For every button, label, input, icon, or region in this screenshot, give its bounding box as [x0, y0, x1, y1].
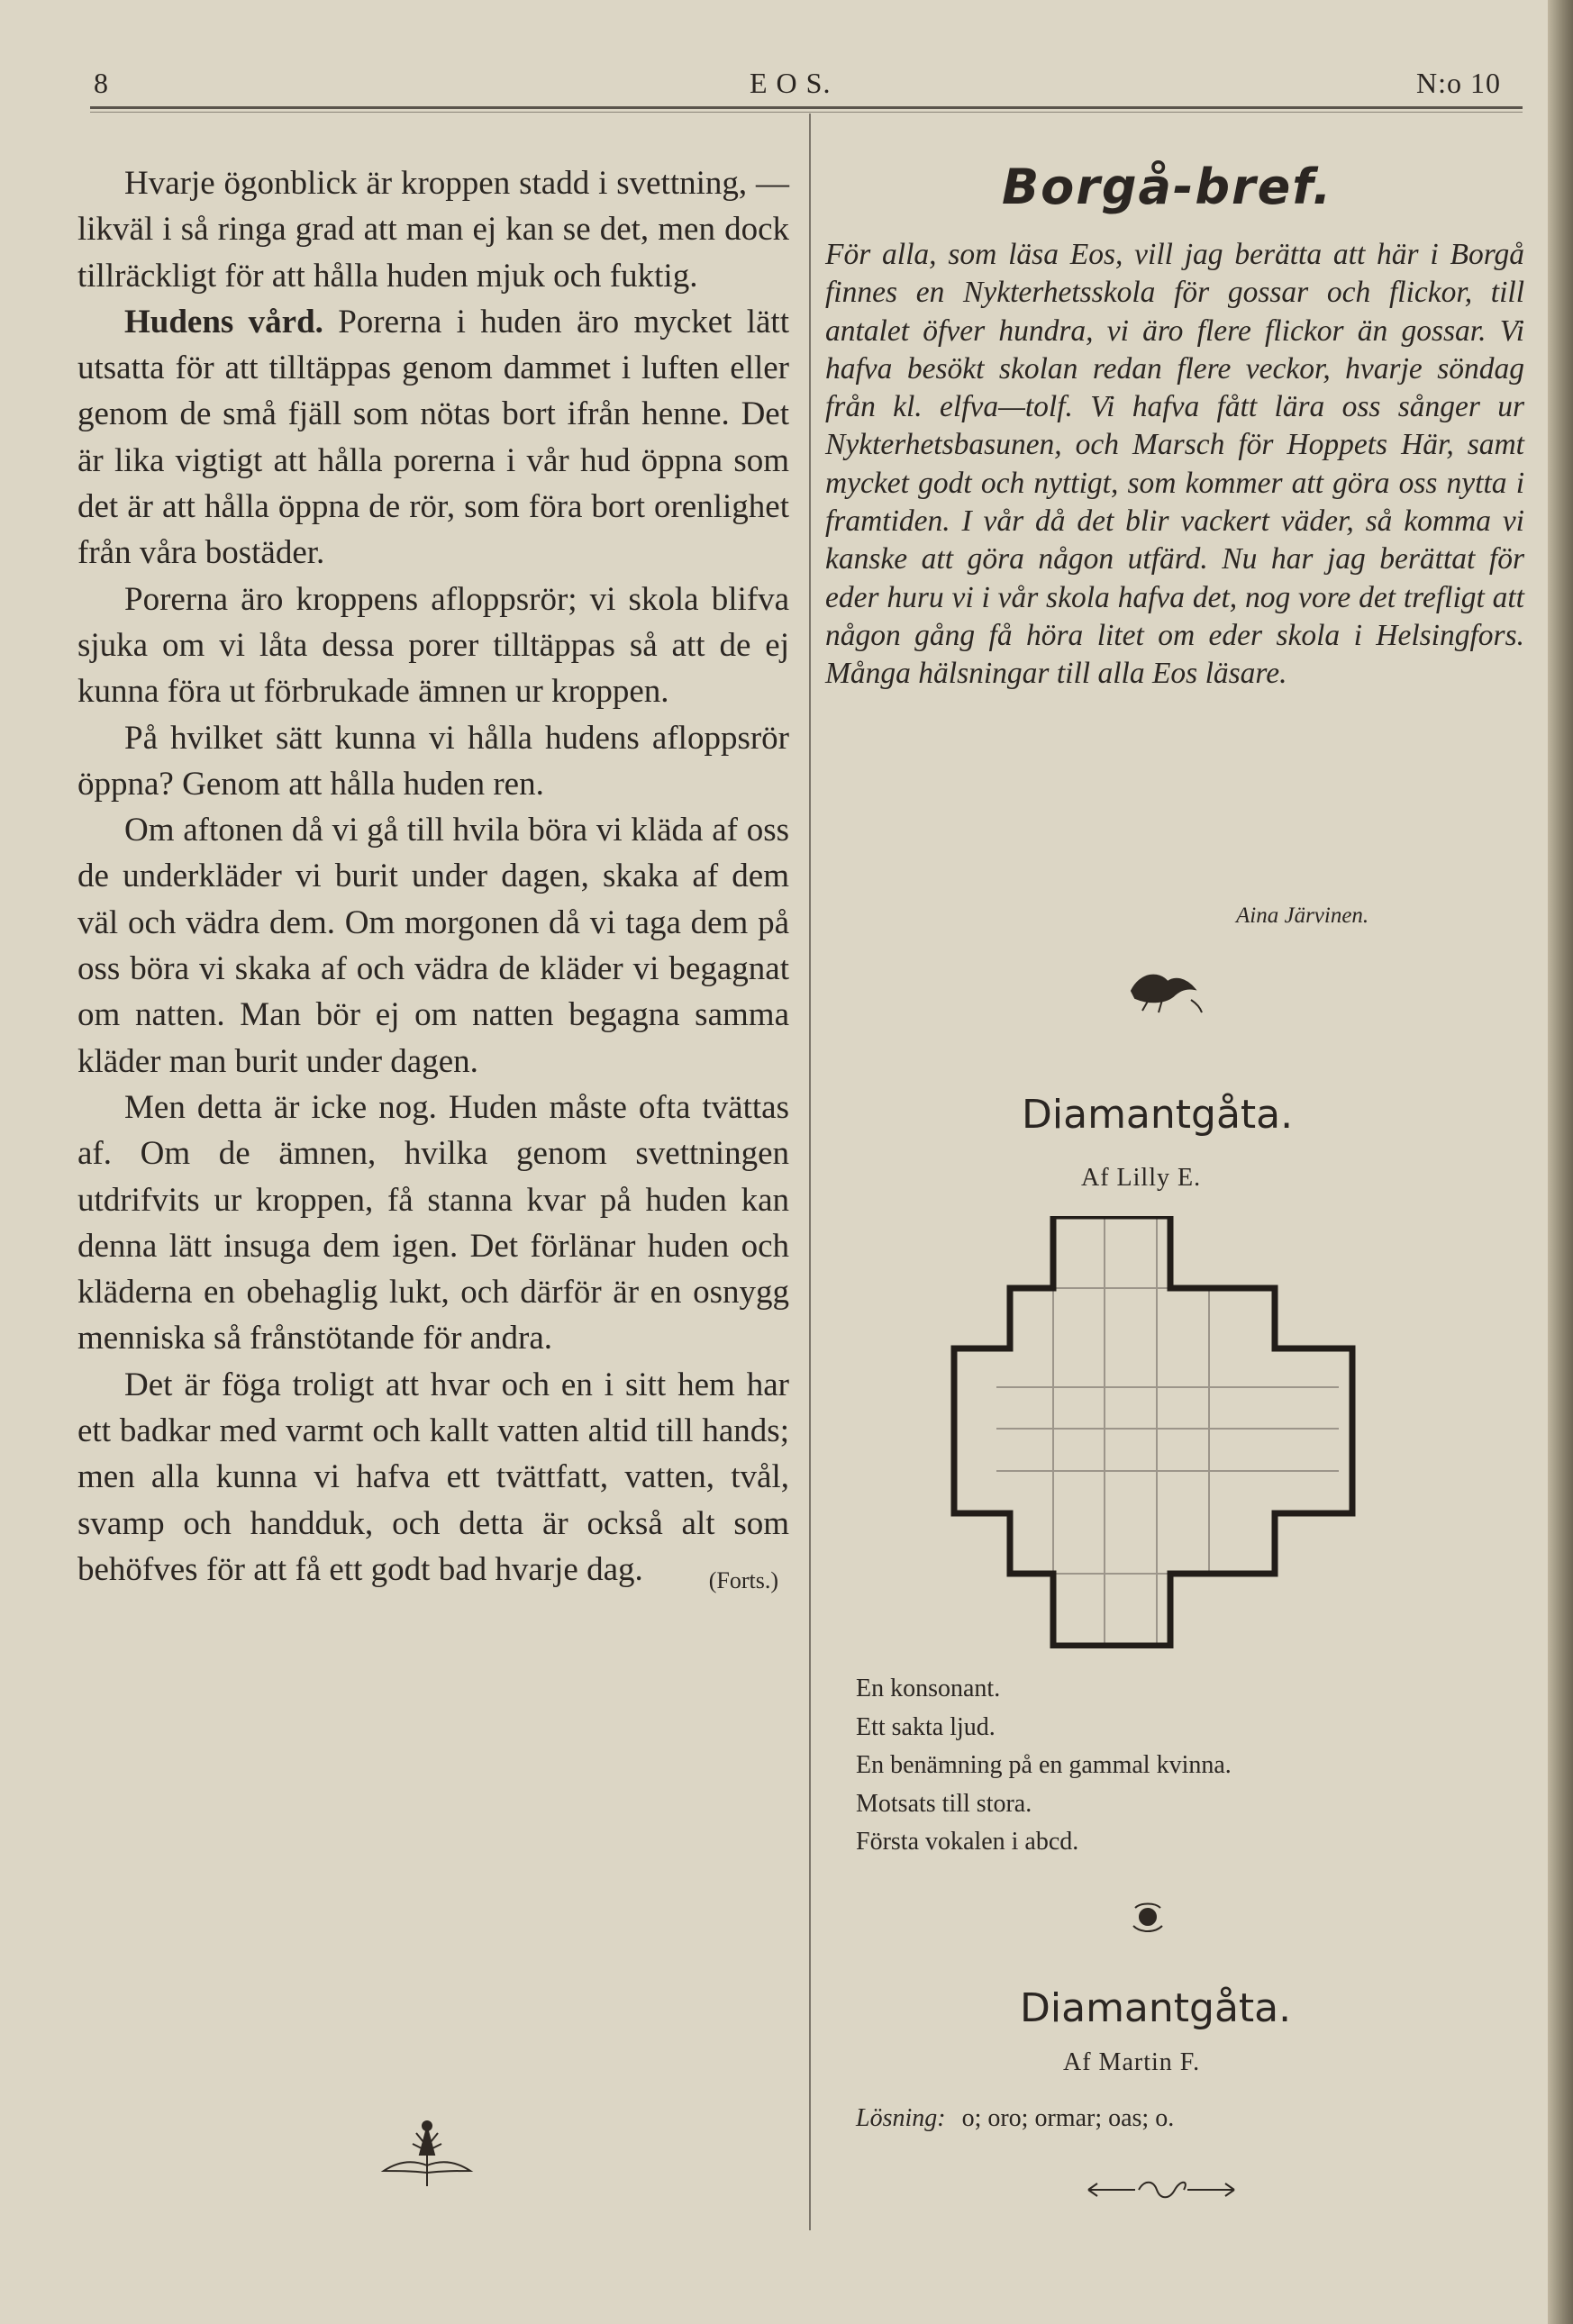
puzzle-title: Diamantgåta. — [1022, 1092, 1294, 1138]
thistle-ornament-icon — [373, 2119, 481, 2191]
puzzle-author: Af Lilly E. — [1081, 1164, 1202, 1192]
article-paragraph: Men detta är icke nog. Huden måste ofta tvättas af. Om de ämnen, hvilka genom svettningen utdrifvits ur kroppen, få stanna kvar på huden kan denna lätt insuga dem igen. Det förlänar huden och kläderna en obehaglig lukt, och därför är en osnygg menniska så frånstötande för andra. — [77, 1088, 789, 1357]
left-column-article — [77, 160, 789, 1603]
page-edge-shadow — [1548, 0, 1573, 2324]
solution-label: Lösning: — [856, 2104, 946, 2132]
diamond-puzzle-grid — [942, 1216, 1393, 1648]
right-column — [825, 0, 1528, 2324]
issue-number: N:o 10 — [1416, 67, 1501, 99]
article-paragraph: Porerna äro kroppens afloppsrör; vi skola blifva sjuka om vi låta dessa porer tilltäppas så att de ej kunna föra ut förbrukade ämnen ur kroppen. — [77, 580, 789, 711]
journal-title: E O S. — [750, 67, 832, 99]
article-paragraph: Det är föga troligt att hvar och en i sitt hem har ett badkar med varmt och kallt vatten altid till hands; men alla kunna vi hafva ett tvättfatt, vatten, tvål, svamp och handduk, och detta är också alt som behöfves för att få ett godt bad hvarje dag. (Forts.) — [77, 1362, 789, 1593]
letter-title: Borgå-bref. — [1002, 159, 1333, 215]
list-item: En konsonant. — [856, 1675, 1001, 1702]
section-lead: Hudens vård. — [124, 303, 323, 340]
list-item: Motsats till stora. — [856, 1789, 1032, 1818]
puzzle-title: Diamantgåta. — [1020, 1985, 1292, 2031]
puzzle-author: Af Martin F. — [1063, 2048, 1201, 2076]
article-paragraph: Hudens vård. Porerna i huden äro mycket lätt utsatta för att tilltäppas genom dammet i luften eller genom de små fjäll som nötas bort ifrån henne. Det är lika vigtigt att hålla porerna i vår hud öppna som det är att hålla öppna de rör, som föra bort orenlighet från våra bostäder. — [77, 303, 789, 572]
letter-body: För alla, som läsa Eos, vill jag berätta att här i Borgå finnes en Nykterhetsskola för gossar och flickor, till antalet öfver hundra, vi äro flere flickor än gossar. Vi hafva besökt skolan redan flere veckor, hvarje söndag från kl. elfva—tolf. Vi hafva fått lära oss sånger ur Nykterhetsbasunen, och Marsch för Hoppets Här, samt mycket godt och nyttigt, som kommer att göra oss nytta i framtiden. I vår då det blir vackert väder, så komma vi kanske att göra någon utfärd. Nu har jag berättat för eder huru vi i vår skola hafva det, nog vore det trefligt att någon gång få höra litet om eder skola i Helsingfors. Många hälsningar till alla Eos läsare. — [825, 238, 1524, 691]
page-number: 8 — [94, 67, 109, 99]
divider-ornament-icon — [1085, 2176, 1238, 2203]
solution-text: o; oro; ormar; oas; o. — [961, 2104, 1175, 2132]
puzzle-solution — [856, 2104, 1174, 2133]
letter-signature: Aina Järvinen. — [1236, 903, 1369, 928]
article-paragraph: På hvilket sätt kunna vi hålla hudens afloppsrör öppna? Genom att hålla huden ren. — [77, 719, 789, 803]
article-paragraph: Om aftonen då vi gå till hvila böra vi kläda af oss de underkläder vi burit under dagen, skaka af dem väl och vädra dem. Om morgonen då vi taga dem på oss böra vi skaka af och vädra de kläder vi begagnat om natten. Man bör ej om natten begagna samma kläder man burit under dagen. — [77, 812, 789, 1080]
column-divider — [809, 113, 811, 2230]
list-item: Första vokalen i abcd. — [856, 1828, 1079, 1856]
flower-ornament-icon — [1128, 1899, 1168, 1935]
list-item: En benämning på en gammal kvinna. — [856, 1751, 1232, 1779]
puzzle-clues — [856, 1670, 1232, 1862]
list-item: Ett sakta ljud. — [856, 1712, 996, 1741]
bird-ornament-icon — [1123, 964, 1204, 1018]
article-paragraph: Hvarje ögonblick är kroppen stadd i svettning, — likväl i så ringa grad att man ej kan se det, men dock tillräckligt för att hålla huden mjuk och fuktig. — [77, 165, 789, 295]
continued-note: (Forts.) — [708, 1566, 778, 1593]
